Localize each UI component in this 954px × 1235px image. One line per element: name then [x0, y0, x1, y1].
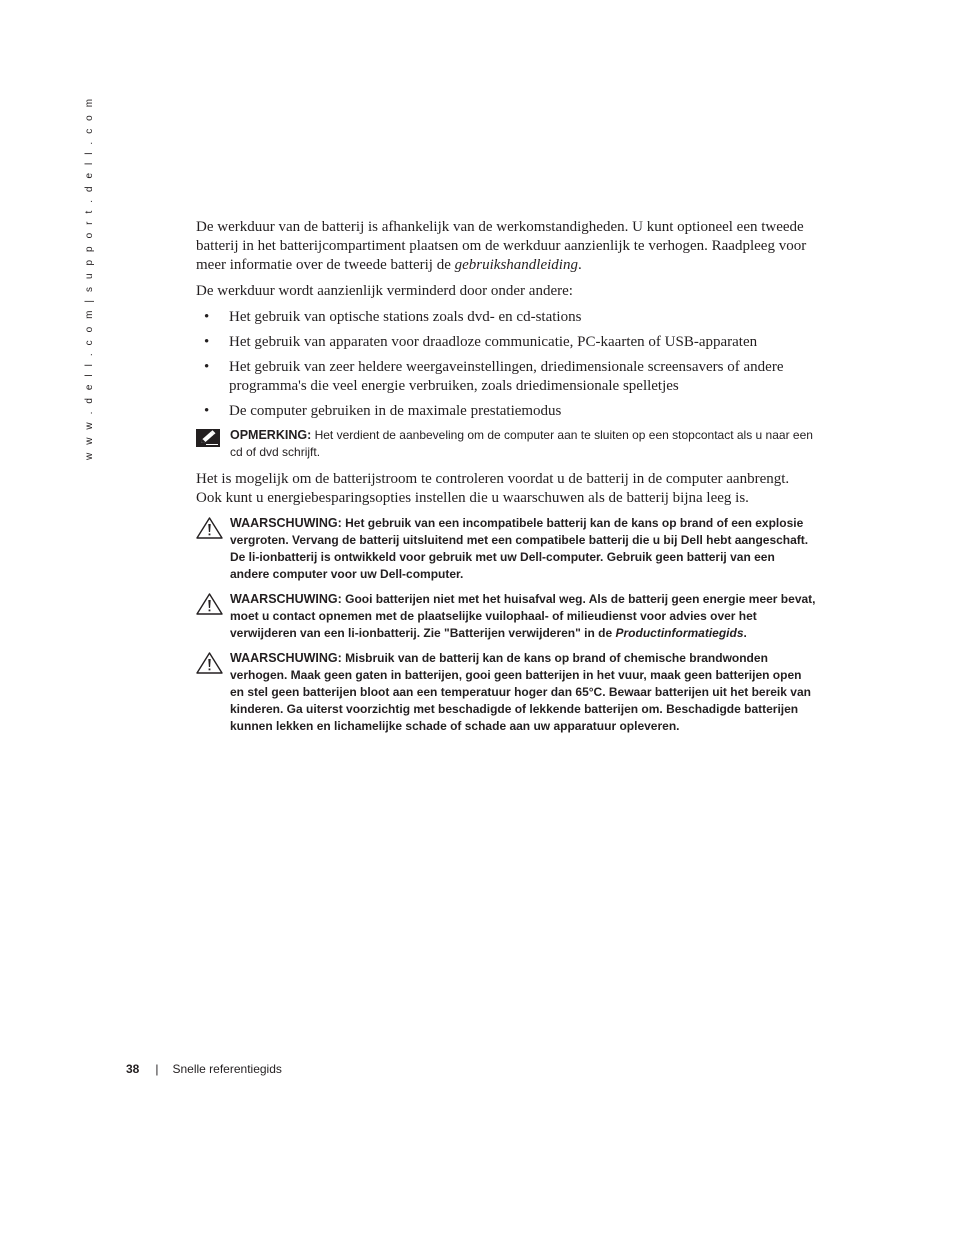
warning-label: WAARSCHUWING:	[230, 651, 342, 665]
list-item-text: Het gebruik van apparaten voor draadloze communicatie, PC-kaarten of USB-apparaten	[229, 334, 758, 350]
list-item-text: Het gebruik van optische stations zoals dvd- en cd-stations	[229, 309, 582, 325]
warning-triangle-icon	[196, 593, 223, 620]
note-text: Het verdient de aanbeveling om de computer aan te sluiten op een stopcontact als u naar een cd of dvd schrijft.	[230, 428, 813, 459]
paragraph-reduced-duration: De werkduur wordt aanzienlijk verminderd door onder andere:	[196, 283, 573, 299]
paragraph-end: .	[577, 257, 582, 273]
manual-reference: gebruikshandleiding	[454, 257, 578, 273]
paragraph-battery-duration	[196, 218, 816, 275]
bullet-list	[196, 308, 816, 421]
bullet-symbol: •	[204, 334, 210, 350]
footer-separator: |	[155, 1062, 159, 1076]
page-footer	[126, 1062, 282, 1076]
list-item	[196, 402, 816, 421]
list-item	[196, 358, 816, 396]
list-item	[196, 308, 816, 327]
list-item	[196, 333, 816, 352]
warning-block-incompatible	[196, 515, 816, 583]
footer-title: Snelle referentiegids	[172, 1062, 282, 1076]
note-label: OPMERKING:	[230, 428, 312, 442]
product-info-guide-reference: Productinformatiegids	[615, 626, 744, 640]
warning-text-end: .	[743, 626, 747, 640]
warning-text: Misbruik van de batterij kan de kans op brand of chemische brandwonden verhogen. Maak geen gaten in batterijen, gooi geen batterijen in het vuur, maak geen batterijen open en stel geen batterijen bloot aan een temperatuur hoger dan 65°C. Bewaar batterijen uit het bereik van kinderen. Ga uiterst voorzichtig met beschadigde of lekkende batterijen om. Beschadigde batterijen kunnen lekken en lichamelijke schade of schade aan uw apparatuur opleveren.	[230, 651, 811, 733]
warning-label: WAARSCHUWING:	[230, 516, 342, 530]
list-item-text: De computer gebruiken in de maximale prestatiemodus	[229, 403, 562, 419]
warning-triangle-icon	[196, 517, 223, 544]
pencil-note-icon	[196, 429, 220, 452]
warning-text: Het gebruik van een incompatibele batterij kan de kans op brand of een explosie vergroten. Vervang de batterij uitsluitend met een compatibele batterij die u bij Dell hebt aangeschaft. De li-ionbatterij is ontwikkeld voor gebruik met uw Dell-computer. Gebruik geen batterij van een andere computer voor uw Dell-computer.	[230, 516, 809, 581]
warning-text-main: Gooi batterijen niet met het huisafval weg. Als de batterij geen energie meer bevat, moet u contact opnemen met de plaatselijke vuilophaal- of milieudienst voor advies over het verwijderen van een li-ionbatterij. Zie "Batterijen verwijderen" in de	[230, 592, 816, 640]
main-content	[196, 218, 816, 743]
warning-triangle-icon	[196, 652, 223, 679]
list-item-text: Het gebruik van zeer heldere weergaveinstellingen, driedimensionale screensavers of andere programma's die veel energie verbruiken, zoals driedimensionale spelletjes	[229, 359, 784, 394]
bullet-symbol: •	[204, 359, 210, 375]
paragraph-battery-check: Het is mogelijk om de batterijstroom te controleren voordat u de batterij in de computer aanbrengt. Ook kunt u energiebesparingsopties instellen die u waarschuwen als de batterij bijna leeg is.	[196, 471, 790, 506]
warning-label: WAARSCHUWING:	[230, 592, 342, 606]
bullet-symbol: •	[204, 403, 210, 419]
sidebar-url: w w w . d e l l . c o m | s u p p o r t . d e l l . c o m	[84, 96, 95, 460]
bullet-symbol: •	[204, 309, 210, 325]
page-number: 38	[126, 1062, 140, 1076]
warning-block-misuse	[196, 650, 816, 735]
warning-block-disposal	[196, 591, 816, 642]
paragraph-text: De werkduur van de batterij is afhankelijk van de werkomstandigheden. U kunt optioneel een tweede batterij in het batterijcompartiment plaatsen om de werkduur aanzienlijk te verhogen. Raadpleeg voor meer informatie over de tweede batterij de	[196, 219, 807, 273]
note-block	[196, 427, 816, 461]
